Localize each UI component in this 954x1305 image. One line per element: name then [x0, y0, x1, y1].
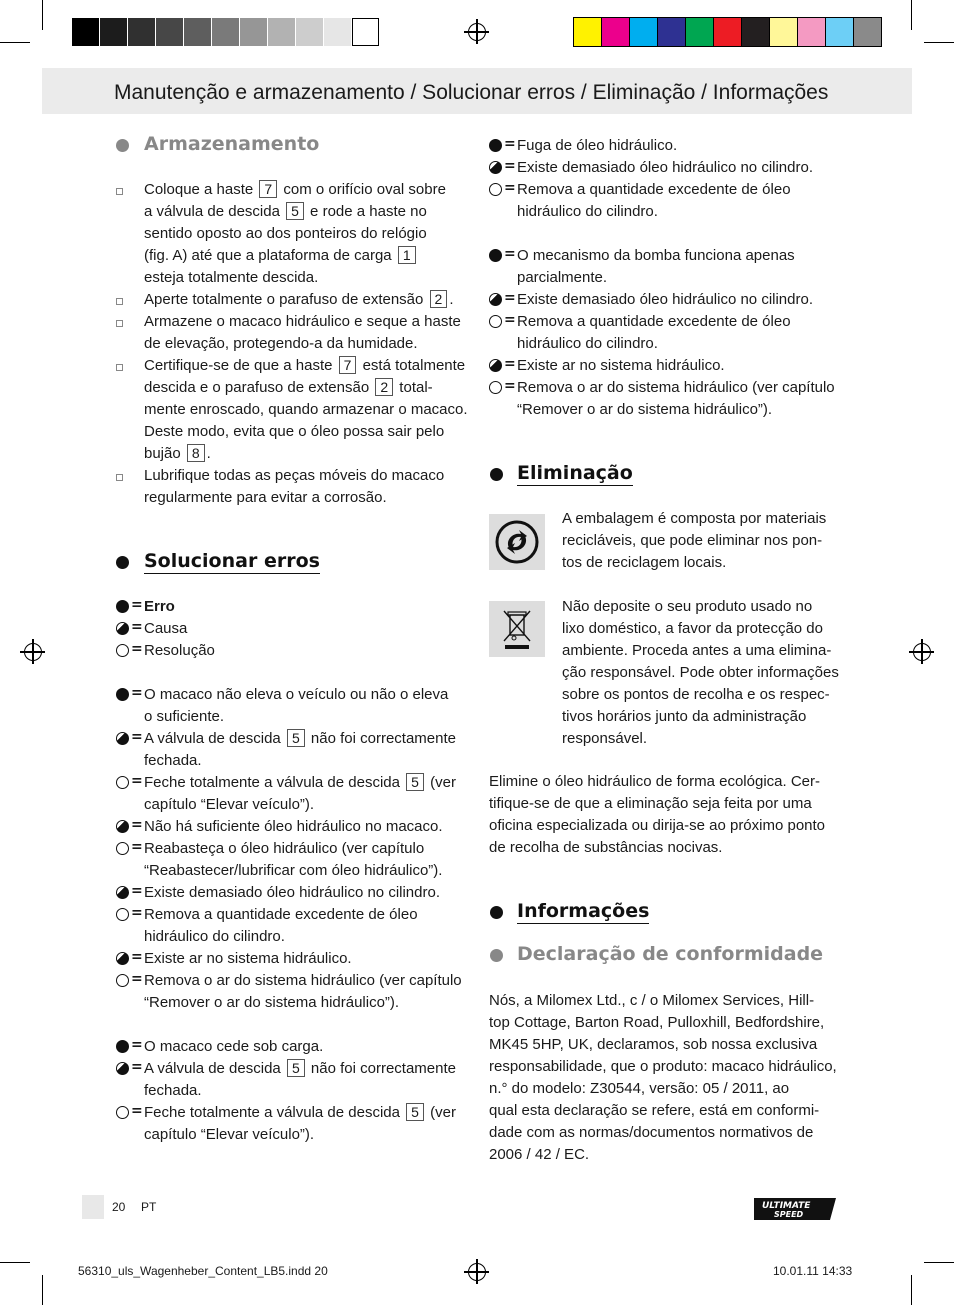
- solution-symbol-icon: [116, 842, 129, 855]
- troubleshooting-line: [144, 684, 448, 706]
- grey-swatch: [128, 18, 155, 46]
- troubleshooting-line: [144, 1058, 456, 1080]
- grey-swatch: [156, 18, 183, 46]
- text-run: fechada.: [144, 752, 202, 769]
- text-run: “Remover o ar do sistema hidráulico”).: [144, 994, 400, 1011]
- registration-mark-icon: [468, 23, 486, 41]
- color-swatch: [574, 18, 601, 46]
- part-reference-number: 5: [287, 1059, 305, 1077]
- paragraph-line: Nós, a Milomex Ltd., c / o Milomex Services, Hill-: [489, 992, 815, 1009]
- paragraph-line: oficina especializada ou dirija-se ao próximo ponto: [489, 817, 826, 834]
- text-run: regularmente para evitar a corrosão.: [144, 489, 387, 506]
- registration-mark-icon: [913, 643, 931, 661]
- equals-sign: =: [131, 597, 143, 613]
- troubleshooting-line: [144, 1036, 323, 1058]
- text-run: Certifique-se de que a haste: [144, 357, 337, 374]
- troubleshooting-line: [144, 948, 352, 970]
- text-run: Feche totalmente a válvula de descida: [144, 774, 405, 791]
- troubleshooting-line: [517, 377, 835, 399]
- solution-symbol-icon: [116, 974, 129, 987]
- troubleshooting-line: [517, 135, 677, 157]
- troubleshooting-line: [144, 838, 424, 860]
- section-heading-declaracao: Declaração de conformidade: [517, 943, 824, 965]
- file-info: 56310_uls_Wagenheber_Content_LB5.indd 20: [78, 1264, 328, 1278]
- part-reference-number: 5: [406, 1103, 424, 1121]
- paragraph-line: de recolha de substâncias nocivas.: [489, 839, 723, 856]
- troubleshooting-line: [144, 794, 314, 816]
- text-run: Aperte totalmente o parafuso de extensão: [144, 291, 428, 308]
- list-item-line: [144, 377, 433, 399]
- troubleshooting-line: [144, 1102, 456, 1124]
- cause-symbol-icon: [489, 161, 502, 174]
- part-reference-number: 5: [406, 773, 424, 791]
- equals-sign: =: [504, 312, 516, 328]
- solution-symbol-icon: [489, 183, 502, 196]
- text-run: Fuga de óleo hidráulico.: [517, 137, 678, 154]
- troubleshooting-line: [517, 399, 772, 421]
- registration-mark-icon: [24, 643, 42, 661]
- list-item-line: [144, 421, 444, 443]
- text-run: fechada.: [144, 1082, 202, 1099]
- text-run: .: [206, 445, 211, 462]
- troubleshooting-line: [517, 179, 791, 201]
- paragraph-line: responsabilidade, que o produto: macaco hidráulico,: [489, 1058, 837, 1075]
- part-reference-number: 7: [259, 180, 277, 198]
- paragraph-line: ambiente. Proceda antes a uma elimina-: [562, 642, 832, 659]
- list-item-line: [144, 465, 444, 487]
- solution-symbol-icon: [489, 381, 502, 394]
- section-bullet-icon: [116, 556, 129, 569]
- list-bullet-icon: [116, 188, 123, 195]
- troubleshooting-line: [144, 728, 456, 750]
- svg-text:SPEED: SPEED: [774, 1210, 804, 1219]
- color-swatch: [686, 18, 713, 46]
- cause-symbol-icon: [489, 359, 502, 372]
- error-symbol-icon: [116, 1040, 129, 1053]
- equals-sign: =: [131, 641, 143, 657]
- list-bullet-icon: [116, 320, 123, 327]
- cause-symbol-icon: [116, 1062, 129, 1075]
- color-swatch: [854, 18, 881, 46]
- text-run: Remova o ar do sistema hidráulico (ver capítulo: [517, 379, 835, 396]
- page-number: 20: [112, 1200, 126, 1214]
- legend-label: Erro: [144, 598, 175, 615]
- paragraph-line: top Cottage, Barton Road, Pulloxhill, Bedfordshire,: [489, 1014, 825, 1031]
- troubleshooting-line: [144, 772, 456, 794]
- legend-label: Resolução: [144, 642, 215, 659]
- text-run: Existe demasiado óleo hidráulico no cilindro.: [144, 884, 441, 901]
- crop-mark: [911, 1275, 912, 1305]
- part-reference-number: 7: [339, 356, 357, 374]
- troubleshooting-line: [144, 860, 442, 882]
- list-item-line: [144, 179, 446, 201]
- green-dot-recycle-icon: [489, 514, 545, 570]
- crop-mark: [0, 42, 30, 43]
- grey-swatch: [240, 18, 267, 46]
- text-run: Não há suficiente óleo hidráulico no macaco.: [144, 818, 443, 835]
- text-run: hidráulico do cilindro.: [517, 335, 658, 352]
- equals-sign: =: [131, 971, 143, 987]
- solution-symbol-icon: [489, 315, 502, 328]
- cause-symbol-icon: [116, 732, 129, 745]
- paragraph-line: sobre os pontos de recolha e os respec-: [562, 686, 830, 703]
- text-run: capítulo “Elevar veículo”).: [144, 796, 315, 813]
- paragraph-line: 2006 / 42 / EC.: [489, 1146, 590, 1163]
- error-symbol-icon: [116, 600, 129, 613]
- solution-symbol-icon: [116, 1106, 129, 1119]
- equals-sign: =: [504, 378, 516, 394]
- troubleshooting-line: [144, 882, 440, 904]
- list-item-line: [144, 355, 465, 377]
- equals-sign: =: [504, 180, 516, 196]
- equals-sign: =: [131, 949, 143, 965]
- equals-sign: =: [131, 773, 143, 789]
- section-bullet-icon: [490, 906, 503, 919]
- text-run: O macaco cede sob carga.: [144, 1038, 324, 1055]
- crop-mark: [924, 42, 954, 43]
- text-run: sentido oposto ao dos ponteiros do relógio: [144, 225, 427, 242]
- crop-mark: [42, 0, 43, 30]
- text-run: Existe demasiado óleo hidráulico no cilindro.: [517, 291, 814, 308]
- text-run: Remova a quantidade excedente de óleo: [144, 906, 418, 923]
- troubleshooting-line: [144, 926, 285, 948]
- grey-swatch: [72, 18, 99, 46]
- text-run: esteja totalmente descida.: [144, 269, 319, 286]
- text-run: “Reabastecer/lubrificar com óleo hidráulico”).: [144, 862, 443, 879]
- text-run: O mecanismo da bomba funciona apenas: [517, 247, 795, 264]
- troubleshooting-line: [517, 201, 658, 223]
- text-run: de elevação, protegendo-a da humidade.: [144, 335, 418, 352]
- list-bullet-icon: [116, 474, 123, 481]
- text-run: capítulo “Elevar veículo”).: [144, 1126, 315, 1143]
- solution-symbol-icon: [116, 908, 129, 921]
- paragraph-line: qual esta declaração se refere, está em conformi-: [489, 1102, 820, 1119]
- part-reference-number: 1: [398, 246, 416, 264]
- text-run: Coloque a haste: [144, 181, 258, 198]
- text-run: Armazene o macaco hidráulico e seque a haste: [144, 313, 461, 330]
- equals-sign: =: [504, 158, 516, 174]
- text-run: Feche totalmente a válvula de descida: [144, 1104, 405, 1121]
- equals-sign: =: [131, 1059, 143, 1075]
- text-run: Remova o ar do sistema hidráulico (ver capítulo: [144, 972, 462, 989]
- text-run: Lubrifique todas as peças móveis do macaco: [144, 467, 445, 484]
- paragraph-line: lixo doméstico, a favor da protecção do: [562, 620, 823, 637]
- text-run: (fig. A) até que a plataforma de carga: [144, 247, 396, 264]
- paragraph-line: responsável.: [562, 730, 648, 747]
- grey-swatch: [268, 18, 295, 46]
- section-heading-solucionar: Solucionar erros: [144, 550, 320, 572]
- troubleshooting-line: [144, 816, 443, 838]
- section-bullet-icon: [490, 949, 503, 962]
- text-run: total-: [395, 379, 433, 396]
- list-item-line: [144, 201, 427, 223]
- troubleshooting-line: [144, 1124, 314, 1146]
- list-item-line: [144, 245, 418, 267]
- cause-symbol-icon: [116, 952, 129, 965]
- text-run: Reabasteça o óleo hidráulico (ver capítulo: [144, 840, 425, 857]
- crop-mark: [42, 1275, 43, 1305]
- grey-swatch: [100, 18, 127, 46]
- text-run: A válvula de descida: [144, 730, 285, 747]
- troubleshooting-line: [144, 1080, 202, 1102]
- weee-crossed-bin-icon: [489, 601, 545, 657]
- text-run: Remova a quantidade excedente de óleo: [517, 181, 791, 198]
- text-run: com o orifício oval sobre: [279, 181, 446, 198]
- crop-mark: [0, 1262, 30, 1263]
- equals-sign: =: [504, 356, 516, 372]
- equals-sign: =: [131, 1103, 143, 1119]
- section-heading-armazenamento: Armazenamento: [144, 133, 320, 155]
- part-reference-number: 2: [430, 290, 448, 308]
- text-run: mente enroscado, quando armazenar o macaco.: [144, 401, 468, 418]
- crop-mark: [924, 1262, 954, 1263]
- section-heading-informacoes: Informações: [517, 900, 650, 922]
- paragraph-line: tifique-se de que a eliminação seja feita por uma: [489, 795, 812, 812]
- text-run: e rode a haste no: [305, 203, 427, 220]
- color-swatch: [826, 18, 853, 46]
- grey-swatch: [296, 18, 323, 46]
- grey-swatch: [352, 18, 379, 46]
- section-bullet-icon: [490, 468, 503, 481]
- troubleshooting-line: [517, 289, 813, 311]
- paragraph-line: tivos horários junto da administração: [562, 708, 807, 725]
- paragraph-line: ção responsável. Pode obter informações: [562, 664, 839, 681]
- text-run: bujão: [144, 445, 185, 462]
- section-heading-eliminacao: Eliminação: [517, 462, 633, 484]
- paragraph-line: dade com as normas/documentos normativos de: [489, 1124, 814, 1141]
- legend-label: Causa: [144, 620, 188, 637]
- color-swatch: [602, 18, 629, 46]
- color-swatch: [770, 18, 797, 46]
- cause-symbol-icon: [116, 886, 129, 899]
- text-run: não foi correctamente: [306, 730, 456, 747]
- troubleshooting-line: [517, 157, 813, 179]
- troubleshooting-line: [144, 706, 224, 728]
- equals-sign: =: [131, 619, 143, 635]
- color-swatch: [630, 18, 657, 46]
- equals-sign: =: [131, 1037, 143, 1053]
- error-symbol-icon: [489, 249, 502, 262]
- text-run: .: [449, 291, 454, 308]
- paragraph-line: MK45 5HP, UK, declaramos, sob nossa exclusiva: [489, 1036, 818, 1053]
- text-run: está totalmente: [358, 357, 466, 374]
- text-run: Remova a quantidade excedente de óleo: [517, 313, 791, 330]
- equals-sign: =: [131, 839, 143, 855]
- color-swatch: [798, 18, 825, 46]
- cause-symbol-icon: [116, 820, 129, 833]
- text-run: a válvula de descida: [144, 203, 285, 220]
- troubleshooting-line: [144, 970, 462, 992]
- equals-sign: =: [504, 290, 516, 306]
- list-item-line: [144, 289, 454, 311]
- troubleshooting-line: [517, 355, 725, 377]
- text-run: (ver: [425, 1104, 456, 1121]
- text-run: (ver: [425, 774, 456, 791]
- text-run: hidráulico do cilindro.: [144, 928, 285, 945]
- list-item-line: [144, 487, 387, 509]
- troubleshooting-line: [144, 904, 418, 926]
- language-code: PT: [141, 1200, 157, 1214]
- text-run: parcialmente.: [517, 269, 608, 286]
- text-run: Existe demasiado óleo hidráulico no cilindro.: [517, 159, 814, 176]
- crop-mark: [911, 0, 912, 30]
- color-swatch: [714, 18, 741, 46]
- paragraph-line: Elimine o óleo hidráulico de forma ecológica. Cer-: [489, 773, 820, 790]
- list-item-line: [144, 267, 318, 289]
- grey-swatch: [184, 18, 211, 46]
- equals-sign: =: [131, 817, 143, 833]
- cause-symbol-icon: [116, 622, 129, 635]
- troubleshooting-line: [517, 311, 791, 333]
- list-item-line: [144, 223, 427, 245]
- text-run: O macaco não eleva o veículo ou não o eleva: [144, 686, 449, 703]
- paragraph-line: Não deposite o seu produto usado no: [562, 598, 813, 615]
- list-item-line: [144, 443, 211, 465]
- equals-sign: =: [504, 136, 516, 152]
- date-time: 10.01.11 14:33: [773, 1264, 853, 1278]
- ultimate-speed-logo: [752, 1196, 838, 1222]
- text-run: hidráulico do cilindro.: [517, 203, 658, 220]
- section-bullet-icon: [116, 139, 129, 152]
- equals-sign: =: [131, 729, 143, 745]
- equals-sign: =: [131, 883, 143, 899]
- troubleshooting-line: [517, 267, 607, 289]
- text-run: Existe ar no sistema hidráulico.: [144, 950, 352, 967]
- paragraph-line: recicláveis, que pode eliminar nos pon-: [562, 532, 823, 549]
- text-run: A válvula de descida: [144, 1060, 285, 1077]
- troubleshooting-line: [517, 245, 795, 267]
- grey-swatch: [324, 18, 351, 46]
- troubleshooting-line: [144, 750, 202, 772]
- troubleshooting-line: [144, 992, 399, 1014]
- part-reference-number: 2: [375, 378, 393, 396]
- part-reference-number: 8: [187, 444, 205, 462]
- page-number-box: [82, 1195, 104, 1219]
- list-item-line: [144, 399, 468, 421]
- text-run: descida e o parafuso de extensão: [144, 379, 374, 396]
- equals-sign: =: [504, 246, 516, 262]
- registration-mark-icon: [468, 1263, 486, 1281]
- troubleshooting-line: [517, 333, 658, 355]
- text-run: “Remover o ar do sistema hidráulico”).: [517, 401, 773, 418]
- paragraph-line: A embalagem é composta por materiais: [562, 510, 827, 527]
- page-title: Manutenção e armazenamento / Solucionar erros / Eliminação / Informações: [114, 81, 829, 104]
- part-reference-number: 5: [286, 202, 304, 220]
- solution-symbol-icon: [116, 644, 129, 657]
- svg-text:ULTIMATE: ULTIMATE: [762, 1201, 811, 1211]
- list-item-line: [144, 311, 461, 333]
- solution-symbol-icon: [116, 776, 129, 789]
- paragraph-line: n.° do modelo: Z30544, versão: 05 / 2011, ao: [489, 1080, 790, 1097]
- list-bullet-icon: [116, 364, 123, 371]
- text-run: não foi correctamente: [306, 1060, 456, 1077]
- equals-sign: =: [131, 905, 143, 921]
- color-swatch: [658, 18, 685, 46]
- paragraph-line: tos de reciclagem locais.: [562, 554, 727, 571]
- text-run: Existe ar no sistema hidráulico.: [517, 357, 725, 374]
- error-symbol-icon: [116, 688, 129, 701]
- cause-symbol-icon: [489, 293, 502, 306]
- equals-sign: =: [131, 685, 143, 701]
- list-item-line: [144, 333, 418, 355]
- text-run: o suficiente.: [144, 708, 225, 725]
- color-swatch: [742, 18, 769, 46]
- text-run: Deste modo, evita que o óleo possa sair pelo: [144, 423, 445, 440]
- part-reference-number: 5: [287, 729, 305, 747]
- grey-swatch: [212, 18, 239, 46]
- list-bullet-icon: [116, 298, 123, 305]
- error-symbol-icon: [489, 139, 502, 152]
